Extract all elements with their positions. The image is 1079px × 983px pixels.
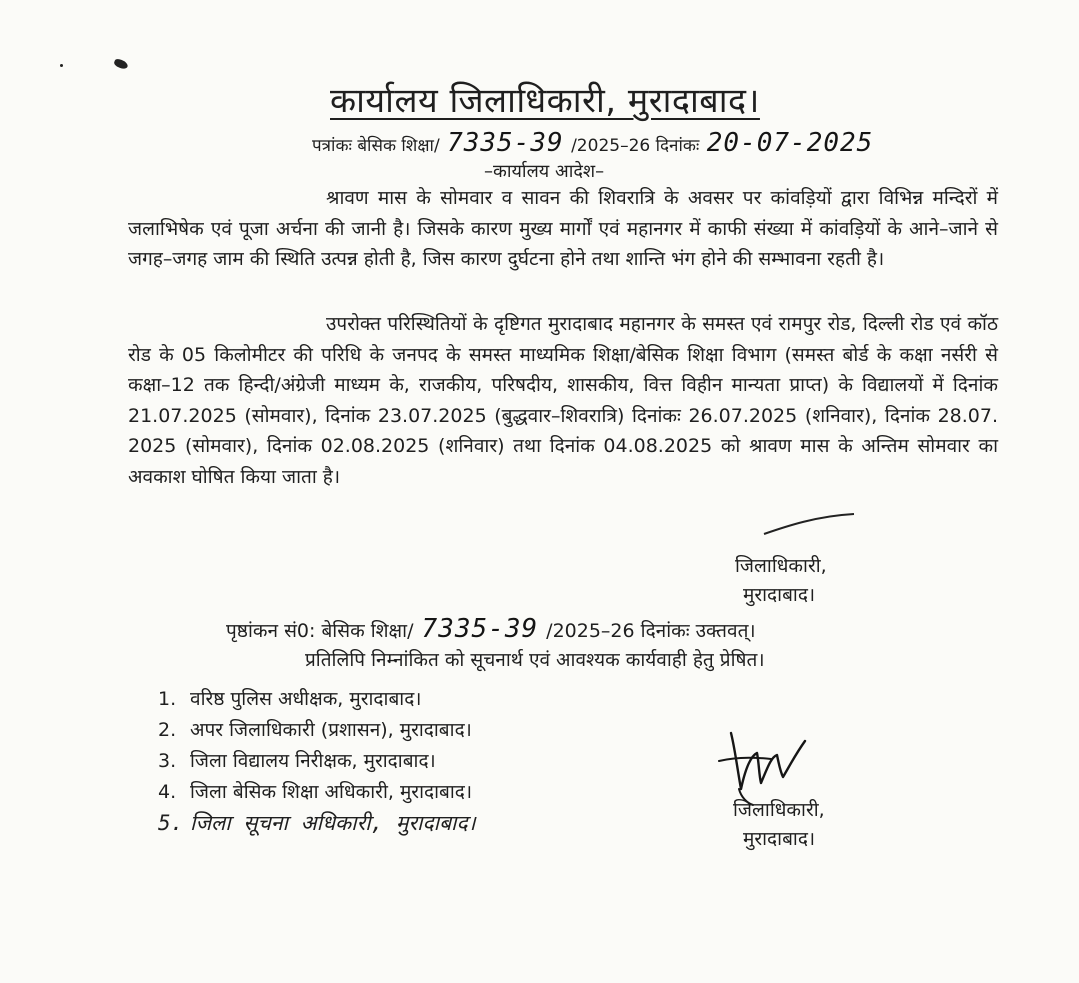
scan-speck [113,58,129,70]
reference-year: /2025–26 दिनांकः [571,136,700,156]
signoff-bottom [733,796,825,854]
endorsement-suffix: /2025–26 दिनांकः उक्तवत्। [546,620,756,642]
list-item: 3. जिला विद्यालय निरीक्षक, मुरादाबाद। [158,750,436,772]
reference-line [312,128,875,158]
order-paragraph-1: श्रावण मास के सोमवार व सावन की शिवरात्रि के अवसर पर कांवड़ियों द्वारा विभिन्न मन्दिरों में जलाभिषेक एवं पूजा अर्चना की जानी है। जिसके कारण मुख्य मार्गों एवं महानगर में काफी संख्या में कांवड़ियों के आने–जाने से जगह–जगह जाम की स्थिति उत्पन्न होती है, जिस कारण दुर्घटना होने तथा शान्ति भंग होने की सम्भावना रहती है। [128,187,998,270]
signoff-designation: जिलाधिकारी, [733,799,825,821]
list-item-handwritten: 5. जिला सूचना अधिकारी, मुरादाबाद। [158,811,476,835]
reference-prefix: पत्रांकः बेसिक शिक्षा/ [312,136,440,156]
list-item: 1. वरिष्ठ पुलिस अधीक्षक, मुरादाबाद। [158,688,422,710]
endorsement-number-handwritten: 7335-39 [421,614,539,644]
signoff-top [735,552,827,610]
recipient-list [158,684,476,839]
signature-stroke [762,508,862,538]
order-paragraph-2: उपरोक्त परिस्थितियों के दृष्टिगत मुरादाबाद महानगर के समस्त एवं रामपुर रोड, दिल्ली रोड एवं कॉठ रोड के 05 किलोमीटर की परिधि के जनपद के समस्त माध्यमिक शिक्षा/बेसिक शिक्षा विभाग (समस्त बोर्ड के कक्षा नर्सरी से कक्षा–12 तक हिन्दी/अंग्रेजी माध्यम के, राजकीय, परिषदीय, शासकीय, वित्त विहीन मान्यता प्राप्त) के विद्यालयों में दिनांक 21.07.2025 (सोमवार), दिनांक 23.07.2025 (बुद्धवार–शिवरात्रि) दिनांकः 26.07.2025 (शनिवार), दिनांक 28.07. 2025 (सोमवार), दिनांक 02.08.2025 (शनिवार) तथा दिनांक 04.08.2025 को श्रावण मास के अन्तिम सोमवार का अवकाश घोषित किया जाता है। [128,313,998,488]
scan-speck [60,64,63,67]
endorsement-prefix: पृष्ठांकन सं0: बेसिक शिक्षा/ [226,620,414,642]
signature-icon [713,727,823,807]
order-heading: –कार्यालय आदेश– [484,161,605,182]
copy-to-line: प्रतिलिपि निम्नांकित को सूचनार्थ एवं आवश्यक कार्यवाही हेतु प्रेषित। [305,649,765,671]
list-item: 2. अपर जिलाधिकारी (प्रशासन), मुरादाबाद। [158,719,472,741]
office-title: कार्यालय जिलाधिकारी, मुरादाबाद। [330,81,760,121]
reference-date-handwritten: 20-07-2025 [706,128,874,158]
list-item: 4. जिला बेसिक शिक्षा अधिकारी, मुरादाबाद। [158,781,473,803]
signoff-place: मुरादाबाद। [743,584,816,606]
signoff-designation: जिलाधिकारी, [735,555,827,577]
endorsement-line [226,614,756,644]
reference-number-handwritten: 7335-39 [447,128,564,158]
signoff-place: मुरादाबाद। [743,828,816,850]
